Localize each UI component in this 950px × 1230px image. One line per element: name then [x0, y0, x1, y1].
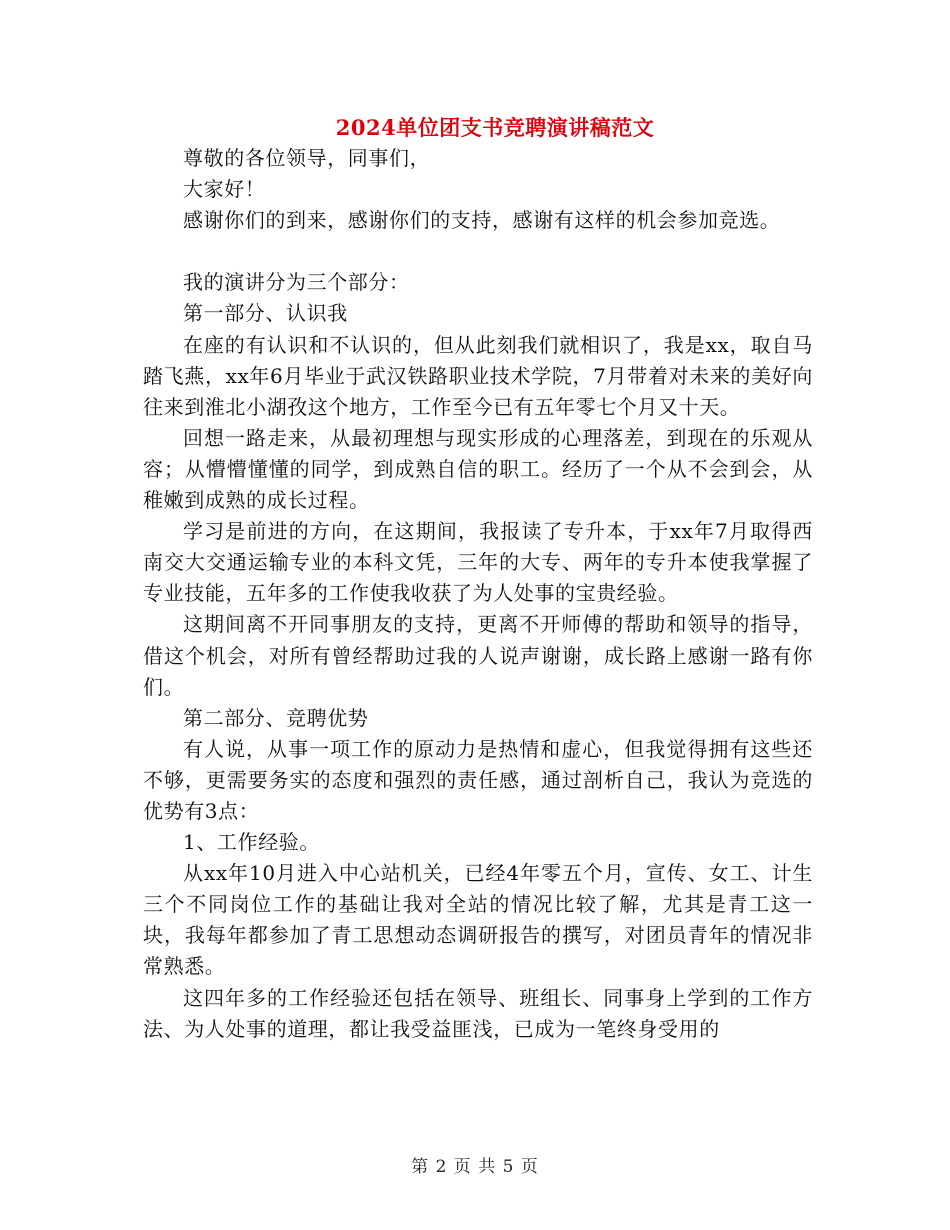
list-item-heading: 1、工作经验。 [183, 830, 320, 855]
section-heading: 第二部分、竞聘优势 [183, 705, 369, 730]
paragraph: 回想一路走来，从最初理想与现实形成的心理落差，到现在的乐观从容；从懵懵懂懂的同学，到成熟自信的职工。经历了一个从不会到会，从稚嫩到成熟的成长过程。 [143, 425, 813, 513]
paragraph: 在座的有认识和不认识的，但从此刻我们就相识了，我是xx，取自马踏飞燕，xx年6月毕业于武汉铁路职业技术学院，7月带着对未来的美好向往来到淮北小湖孜这个地方，工作至今已有五年零七个月又十天。 [143, 332, 813, 419]
page-number-footer: 第 2 页 共 5 页 [411, 1157, 539, 1177]
document-title: 2024单位团支书竞聘演讲稿范文 [335, 115, 655, 140]
paragraph: 有人说，从事一项工作的原动力是热情和虚心，但我觉得拥有这些还不够，更需要务实的态度和强烈的责任感，通过剖析自己，我认为竞选的优势有3点： [143, 736, 813, 823]
paragraph: 感谢你们的到来，感谢你们的支持，感谢有这样的机会参加竞选。 [183, 208, 781, 233]
document-body [143, 143, 813, 1045]
paragraph: 这四年多的工作经验还包括在领导、班组长、同事身上学到的工作方法、为人处事的道理，都让我受益匪浅，已成为一笔终身受用的 [143, 985, 813, 1041]
paragraph: 这期间离不开同事朋友的支持，更离不开师傅的帮助和领导的指导，借这个机会，对所有曾经帮助过我的人说声谢谢，成长路上感谢一路有你们。 [143, 612, 813, 699]
paragraph: 我的演讲分为三个部分： [183, 270, 410, 295]
paragraph: 大家好！ [183, 177, 266, 202]
section-heading: 第一部分、认识我 [183, 301, 348, 326]
paragraph: 学习是前进的方向，在这期间，我报读了专升本，于xx年7月取得西南交大交通运输专业的本科文凭，三年的大专、两年的专升本使我掌握了专业技能，五年多的工作使我收获了为人处事的宝贵经验。 [143, 519, 813, 606]
paragraph: 从xx年10月进入中心站机关，已经4年零五个月，宣传、女工、计生三个不同岗位工作的基础让我对全站的情况比较了解，尤其是青工这一块，我每年都参加了青工思想动态调研报告的撰写，对团员青年的情况非常熟悉。 [143, 861, 813, 979]
paragraph-spacer [143, 236, 813, 267]
paragraph: 尊敬的各位领导，同事们， [183, 146, 431, 170]
